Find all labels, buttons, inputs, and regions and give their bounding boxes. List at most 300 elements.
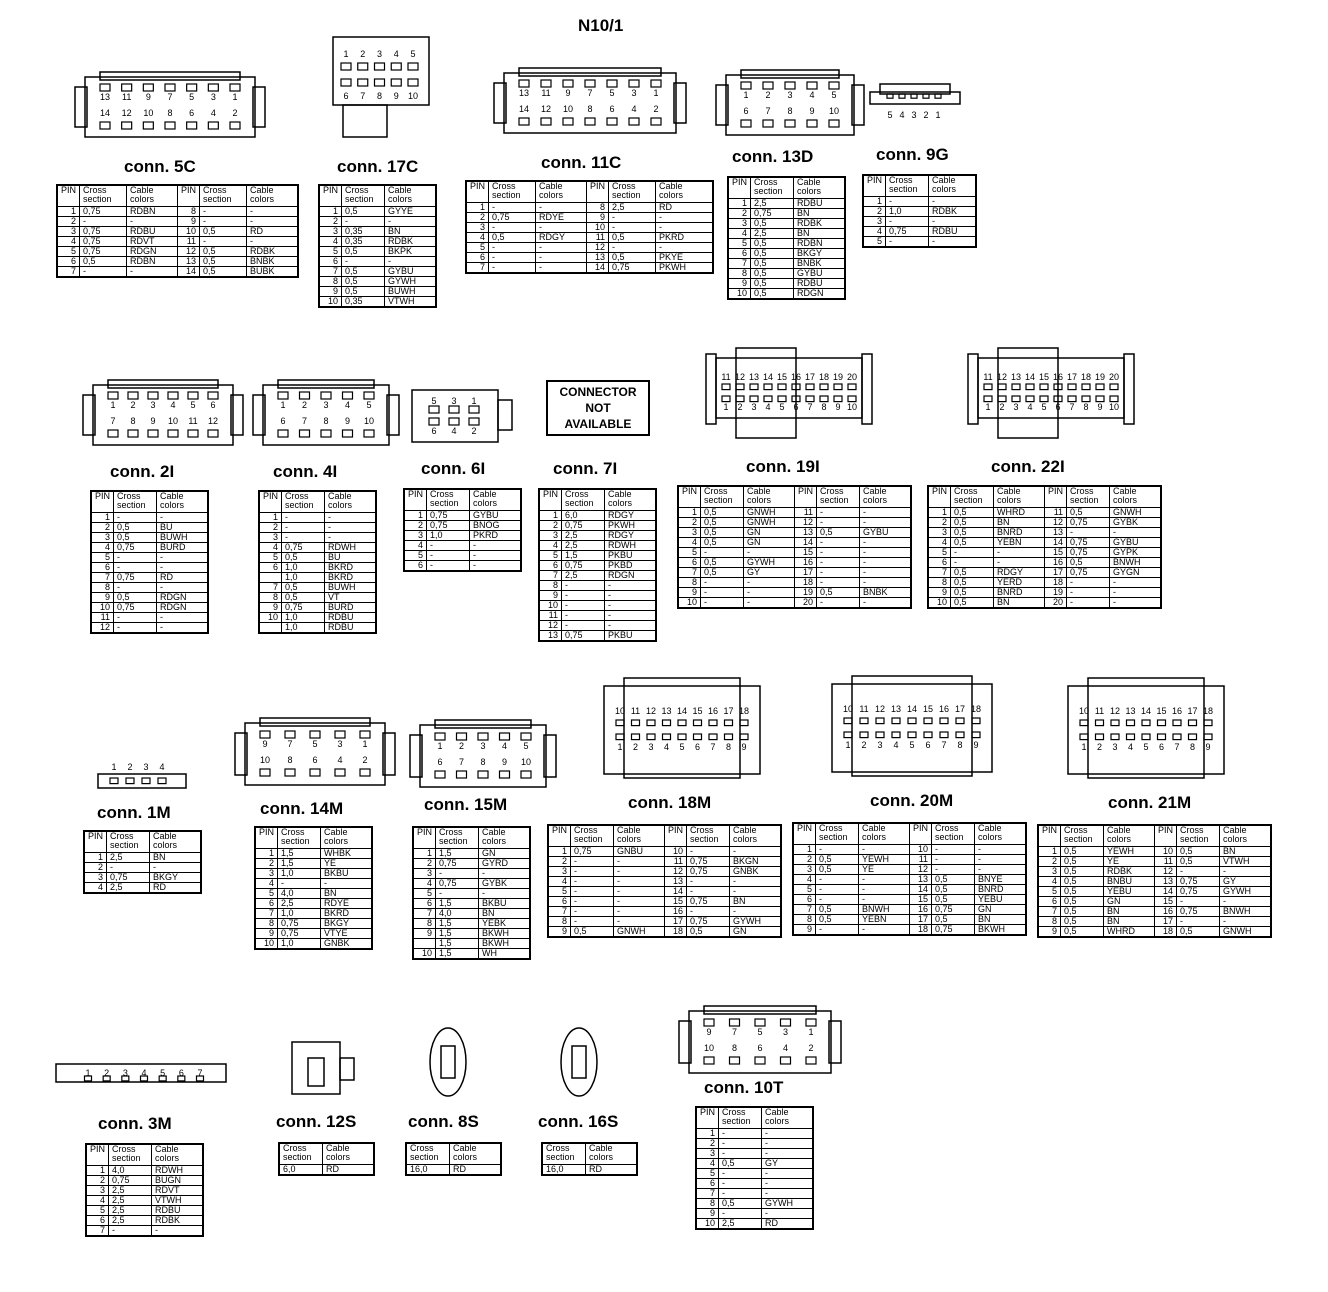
pin-cell: 6 — [678, 558, 701, 568]
pin-cell: 3 — [793, 865, 816, 875]
cross-section-cell: - — [80, 217, 127, 227]
cable-color-cell: - — [536, 253, 587, 263]
cable-color-cell: YEBK — [479, 919, 531, 929]
pin-cell: 13 — [587, 253, 609, 263]
table-row — [413, 939, 530, 949]
cable-color-cell: YEBU — [1104, 887, 1155, 897]
cross-section-cell: - — [932, 845, 975, 855]
table-row — [793, 895, 1026, 905]
svg-text:10: 10 — [1078, 706, 1090, 716]
pin-cell: 3 — [548, 867, 571, 877]
pin-cell: 5 — [255, 889, 278, 899]
cross-section-cell: 2,5 — [609, 203, 656, 213]
conn-13d-label: conn. 13D — [732, 147, 814, 166]
cable-color-cell: - — [860, 568, 912, 578]
svg-text:5: 5 — [190, 400, 196, 410]
cross-section-header: Cross section — [200, 185, 247, 207]
cross-section-cell: 0,5 — [282, 583, 325, 593]
pin-cell: 10 — [678, 598, 701, 609]
cable-colors-header: Cable colors — [323, 1143, 375, 1165]
conn-20m-pin-table — [792, 822, 1027, 936]
table-row — [255, 919, 372, 929]
cross-section-cell: - — [816, 895, 859, 905]
na-line-3: AVAILABLE — [564, 417, 632, 431]
cable-color-cell: BNYE — [975, 875, 1027, 885]
svg-text:1: 1 — [723, 402, 729, 412]
cross-section-cell: 16,0 — [406, 1165, 450, 1176]
pin-cell: 4 — [678, 538, 701, 548]
pin-cell: 6 — [466, 253, 489, 263]
table-header-row — [466, 181, 713, 203]
pin-cell: 10 — [413, 949, 436, 960]
pin-cell: 5 — [548, 887, 571, 897]
cable-color-cell: GN — [744, 538, 795, 548]
cross-section-header: Cross section — [816, 823, 859, 845]
svg-text:3: 3 — [451, 396, 457, 406]
svg-text:5: 5 — [431, 396, 437, 406]
svg-text:4: 4 — [765, 402, 771, 412]
cable-color-cell: BNWH — [859, 905, 910, 915]
cable-color-cell: - — [470, 541, 522, 551]
cross-section-cell: 0,5 — [701, 538, 744, 548]
cross-section-cell: 0,5 — [1061, 867, 1104, 877]
pin-cell: 14 — [587, 263, 609, 274]
cross-section-cell: - — [886, 237, 929, 248]
cross-section-cell: 0,75 — [80, 207, 127, 217]
cross-section-cell: - — [489, 243, 536, 253]
cross-section-cell: 0,5 — [816, 905, 859, 915]
na-line-1: CONNECTOR — [559, 385, 637, 399]
pin-cell: 2 — [928, 518, 951, 528]
svg-text:7: 7 — [360, 91, 366, 101]
svg-text:1: 1 — [232, 92, 238, 102]
table-row — [413, 879, 530, 889]
table-row — [319, 277, 436, 287]
pin-cell: 5 — [466, 243, 489, 253]
pin-cell: 2 — [319, 217, 342, 227]
cable-color-cell: VTWH — [1220, 857, 1272, 867]
pin-cell: 11 — [910, 855, 932, 865]
pin-cell: 10 — [587, 223, 609, 233]
pin-cell: 7 — [728, 259, 751, 269]
pin-cell: 8 — [539, 581, 562, 591]
svg-text:14: 14 — [906, 704, 918, 714]
pin-header: PIN — [178, 185, 200, 207]
pin-cell: 4 — [863, 227, 886, 237]
cross-section-cell: - — [427, 551, 470, 561]
table-row — [696, 1149, 813, 1159]
table-header-row — [728, 177, 845, 199]
pin-cell: 13 — [665, 877, 687, 887]
svg-text:18: 18 — [1202, 706, 1214, 716]
svg-text:7: 7 — [807, 402, 813, 412]
table-row — [928, 578, 1161, 588]
svg-text:13: 13 — [1010, 372, 1022, 382]
cross-section-header: Cross section — [542, 1143, 586, 1165]
pin-cell: 16 — [1155, 907, 1177, 917]
pin-cell — [413, 939, 436, 949]
cable-color-cell: RDBK — [794, 219, 846, 229]
cable-color-cell: - — [605, 611, 657, 621]
pin-cell: 15 — [665, 897, 687, 907]
svg-text:10: 10 — [562, 104, 574, 114]
cross-section-cell: 0,75 — [427, 521, 470, 531]
table-row — [91, 533, 208, 543]
pin-cell: 1 — [404, 511, 427, 521]
cross-section-cell: 0,5 — [114, 523, 157, 533]
cable-color-cell: BN — [1104, 907, 1155, 917]
pin-cell: 10 — [928, 598, 951, 609]
cable-color-cell: YEBN — [994, 538, 1045, 548]
pin-cell: 11 — [665, 857, 687, 867]
cross-section-cell: 0,35 — [342, 237, 385, 247]
cable-color-cell: GYWH — [744, 558, 795, 568]
cross-section-cell: 0,5 — [687, 927, 730, 938]
pin-cell: 1 — [86, 1166, 109, 1176]
cross-section-cell: 1,0 — [278, 939, 321, 950]
svg-text:10: 10 — [1108, 402, 1120, 412]
svg-text:9: 9 — [501, 757, 508, 767]
svg-text:1: 1 — [110, 400, 116, 410]
cable-color-cell: - — [614, 907, 665, 917]
pin-cell: 8 — [91, 583, 114, 593]
conn-16s-label: conn. 16S — [538, 1112, 619, 1131]
svg-text:4: 4 — [337, 755, 343, 765]
cable-color-cell: WHRD — [1104, 927, 1155, 938]
pin-cell: 13 — [178, 257, 200, 267]
pin-cell: 13 — [910, 875, 932, 885]
cable-color-cell: PKBD — [605, 561, 657, 571]
conn-6i-face — [410, 388, 514, 446]
cable-color-cell: - — [157, 563, 209, 573]
cable-color-cell: PKWH — [656, 263, 714, 274]
cable-color-cell: - — [479, 889, 531, 899]
cross-section-cell: - — [282, 523, 325, 533]
cable-color-cell: - — [975, 845, 1027, 855]
cable-color-cell: WHBK — [321, 849, 373, 859]
cable-color-cell: - — [470, 561, 522, 572]
conn-14m-pin-table — [254, 826, 373, 950]
cable-color-cell: BKRD — [321, 909, 373, 919]
pin-cell: 4 — [548, 877, 571, 887]
pin-cell: 7 — [696, 1189, 719, 1199]
conn-3m-face — [54, 1058, 230, 1088]
conn-15m-face — [410, 720, 556, 802]
table-row — [863, 227, 976, 237]
svg-text:3: 3 — [1112, 742, 1118, 752]
pin-header: PIN — [413, 827, 436, 849]
conn-2i-pin-table — [90, 490, 209, 634]
pin-cell: 3 — [413, 869, 436, 879]
cable-color-cell: RD — [586, 1165, 638, 1176]
cross-section-cell: 6,0 — [562, 511, 605, 521]
table-row — [539, 611, 656, 621]
cross-section-cell: 0,75 — [1177, 907, 1220, 917]
cross-section-cell: 2,5 — [719, 1219, 762, 1230]
cable-color-cell: - — [656, 223, 714, 233]
pin-cell: 5 — [57, 247, 80, 257]
cable-color-cell: GY — [762, 1159, 814, 1169]
pin-header: PIN — [466, 181, 489, 203]
svg-text:5: 5 — [410, 49, 416, 59]
pin-cell: 17 — [1155, 917, 1177, 927]
pin-cell: 9 — [928, 588, 951, 598]
svg-text:10: 10 — [407, 91, 419, 101]
svg-text:1: 1 — [808, 1027, 814, 1037]
pin-cell: 6 — [928, 558, 951, 568]
cross-section-header: Cross section — [1177, 825, 1220, 847]
cable-color-cell: GNBU — [614, 847, 665, 857]
pin-cell: 8 — [413, 919, 436, 929]
table-row — [678, 548, 911, 558]
pin-cell: 8 — [319, 277, 342, 287]
cross-section-cell: - — [562, 591, 605, 601]
pin-cell: 3 — [255, 869, 278, 879]
table-row — [728, 199, 845, 209]
svg-text:9: 9 — [393, 91, 399, 101]
cable-color-cell: BKGY — [321, 919, 373, 929]
svg-text:4: 4 — [451, 426, 457, 436]
pin-cell: 16 — [665, 907, 687, 917]
cable-color-cell: BNBK — [247, 257, 299, 267]
conn-10t-face — [679, 1006, 841, 1088]
table-row — [86, 1216, 203, 1226]
cross-section-cell: - — [114, 583, 157, 593]
cable-color-cell: - — [614, 897, 665, 907]
pin-cell: 1 — [1038, 847, 1061, 857]
pin-cell: 6 — [413, 899, 436, 909]
svg-text:4: 4 — [782, 1043, 789, 1053]
cable-color-cell: RDBU — [794, 279, 846, 289]
cross-section-cell: - — [719, 1149, 762, 1159]
cable-colors-header: Cable colors — [975, 823, 1027, 845]
conn-17c-label: conn. 17C — [337, 157, 419, 176]
svg-text:14: 14 — [676, 706, 688, 716]
pin-cell: 16 — [910, 905, 932, 915]
table-row — [548, 857, 781, 867]
pin-header: PIN — [404, 489, 427, 511]
table-row — [319, 287, 436, 297]
cross-section-cell: 1,0 — [282, 573, 325, 583]
svg-text:4: 4 — [344, 400, 351, 410]
table-row — [1038, 867, 1271, 877]
cross-section-cell: 0,5 — [1061, 907, 1104, 917]
cross-section-cell: - — [886, 197, 929, 207]
cable-color-cell: - — [860, 508, 912, 518]
table-row — [255, 859, 372, 869]
svg-text:3: 3 — [337, 739, 343, 749]
pin-cell: 8 — [793, 915, 816, 925]
pin-cell: 11 — [91, 613, 114, 623]
pin-cell: 12 — [178, 247, 200, 257]
table-row — [539, 561, 656, 571]
table-row — [928, 558, 1161, 568]
svg-text:1: 1 — [111, 762, 117, 772]
pin-cell: 5 — [863, 237, 886, 248]
table-row — [728, 259, 845, 269]
cable-color-cell: RDGN — [605, 571, 657, 581]
table-row — [1038, 857, 1271, 867]
svg-text:1: 1 — [985, 402, 991, 412]
cable-color-cell: - — [859, 895, 910, 905]
table-row — [466, 203, 713, 213]
svg-text:13: 13 — [1125, 706, 1136, 716]
svg-text:4: 4 — [210, 108, 216, 118]
svg-text:4: 4 — [141, 1068, 147, 1078]
cable-color-cell: BKRD — [325, 563, 377, 573]
table-row — [539, 531, 656, 541]
cable-color-cell: BNRD — [975, 885, 1027, 895]
conn-7i-pin-table — [538, 488, 657, 642]
conn-8s-pin-table — [405, 1142, 502, 1176]
table-row — [279, 1165, 374, 1176]
table-row — [548, 847, 781, 857]
pin-cell: 5 — [404, 551, 427, 561]
conn-8s-label: conn. 8S — [408, 1112, 479, 1131]
pin-cell: 10 — [1155, 847, 1177, 857]
pin-cell: 2 — [548, 857, 571, 867]
cross-section-cell: 0,5 — [817, 588, 860, 598]
table-row — [539, 591, 656, 601]
svg-text:8: 8 — [787, 106, 793, 116]
svg-text:2: 2 — [360, 49, 366, 59]
table-row — [539, 541, 656, 551]
cable-color-cell: GYRD — [479, 859, 531, 869]
cable-colors-header: Cable colors — [730, 825, 782, 847]
cross-section-cell: 1,5 — [436, 919, 479, 929]
pin-header: PIN — [319, 185, 342, 207]
cable-color-cell: BNRD — [994, 588, 1045, 598]
table-row — [696, 1159, 813, 1169]
svg-text:17: 17 — [954, 704, 966, 714]
table-row — [1038, 927, 1271, 938]
svg-text:5: 5 — [189, 92, 195, 102]
cross-section-header: Cross section — [342, 185, 385, 207]
cable-color-cell: RDWH — [605, 541, 657, 551]
cable-color-cell: RDBK — [247, 247, 299, 257]
table-header-row — [928, 486, 1161, 508]
table-row — [84, 883, 201, 894]
cross-section-cell: 0,5 — [951, 598, 994, 609]
pin-cell: 5 — [928, 548, 951, 558]
table-row — [539, 551, 656, 561]
cable-color-cell: GN — [975, 905, 1027, 915]
svg-text:2: 2 — [471, 426, 477, 436]
conn-16s-pin-table — [541, 1142, 638, 1176]
cross-section-cell: 0,5 — [701, 508, 744, 518]
svg-text:19: 19 — [1094, 372, 1106, 382]
cable-colors-header: Cable colors — [1220, 825, 1272, 847]
svg-text:7: 7 — [1174, 742, 1180, 752]
cross-section-header: Cross section — [1061, 825, 1104, 847]
cross-section-cell: - — [1067, 578, 1110, 588]
svg-text:2: 2 — [999, 402, 1005, 412]
pin-header: PIN — [84, 831, 107, 853]
table-row — [539, 521, 656, 531]
svg-text:13: 13 — [748, 372, 760, 382]
cross-section-cell: 0,5 — [932, 895, 975, 905]
table-row — [548, 887, 781, 897]
pin-cell: 2 — [678, 518, 701, 528]
cross-section-cell: 0,75 — [1067, 568, 1110, 578]
conn-12s-face — [288, 1040, 358, 1098]
cross-section-cell: 0,5 — [1061, 927, 1104, 938]
cable-color-cell: - — [1110, 588, 1162, 598]
cable-color-cell: - — [127, 267, 178, 278]
table-header-row — [86, 1144, 203, 1166]
pin-header: PIN — [863, 175, 886, 197]
cross-section-cell: 0,75 — [282, 543, 325, 553]
pin-header: PIN — [910, 823, 932, 845]
cable-color-cell: BNBU — [1104, 877, 1155, 887]
svg-text:1: 1 — [845, 740, 851, 750]
cross-section-cell: 0,75 — [80, 237, 127, 247]
cross-section-cell: 0,75 — [80, 247, 127, 257]
svg-text:14: 14 — [762, 372, 774, 382]
pin-cell: 11 — [795, 508, 817, 518]
pin-cell: 15 — [795, 548, 817, 558]
cross-section-cell: - — [719, 1189, 762, 1199]
pin-cell: 7 — [678, 568, 701, 578]
cable-color-cell: RDYE — [536, 213, 587, 223]
pin-cell: 8 — [928, 578, 951, 588]
pin-cell: 1 — [84, 853, 107, 863]
pin-cell: 17 — [910, 915, 932, 925]
svg-text:14: 14 — [99, 108, 111, 118]
pin-header: PIN — [696, 1107, 719, 1129]
pin-cell: 12 — [1045, 518, 1067, 528]
conn-21m-label: conn. 21M — [1108, 793, 1192, 812]
cross-section-cell: - — [114, 563, 157, 573]
svg-text:4: 4 — [159, 762, 165, 772]
cable-color-cell: BN — [385, 227, 437, 237]
conn-22i-label: conn. 22I — [991, 457, 1065, 476]
svg-text:8: 8 — [957, 740, 963, 750]
conn-10t-pin-table — [695, 1106, 814, 1230]
cross-section-cell: - — [200, 237, 247, 247]
pin-cell: 12 — [665, 867, 687, 877]
svg-text:18: 18 — [738, 706, 750, 716]
table-row — [91, 563, 208, 573]
cross-section-cell: 0,5 — [80, 257, 127, 267]
table-row — [404, 531, 521, 541]
cross-section-cell: 2,5 — [562, 571, 605, 581]
cross-section-cell: - — [1177, 917, 1220, 927]
cable-color-cell: YE — [1104, 857, 1155, 867]
pin-cell: 7 — [1038, 907, 1061, 917]
table-row — [404, 511, 521, 521]
cable-color-cell: RDGY — [605, 531, 657, 541]
svg-text:2: 2 — [737, 402, 743, 412]
svg-text:5: 5 — [1143, 742, 1149, 752]
svg-text:7: 7 — [587, 88, 593, 98]
table-header-row — [863, 175, 976, 197]
cable-color-cell: RD — [150, 883, 202, 894]
table-row — [91, 543, 208, 553]
svg-text:3: 3 — [143, 762, 149, 772]
table-row — [928, 518, 1161, 528]
cable-colors-header: Cable colors — [325, 491, 377, 513]
cross-section-cell: 0,75 — [427, 511, 470, 521]
cable-colors-header: Cable colors — [605, 489, 657, 511]
cross-section-cell: - — [571, 877, 614, 887]
cable-color-cell: - — [605, 601, 657, 611]
svg-text:11: 11 — [721, 372, 731, 382]
cross-section-cell: - — [342, 257, 385, 267]
cable-color-cell: GYBU — [794, 269, 846, 279]
table-row — [466, 263, 713, 274]
svg-text:1: 1 — [343, 49, 349, 59]
